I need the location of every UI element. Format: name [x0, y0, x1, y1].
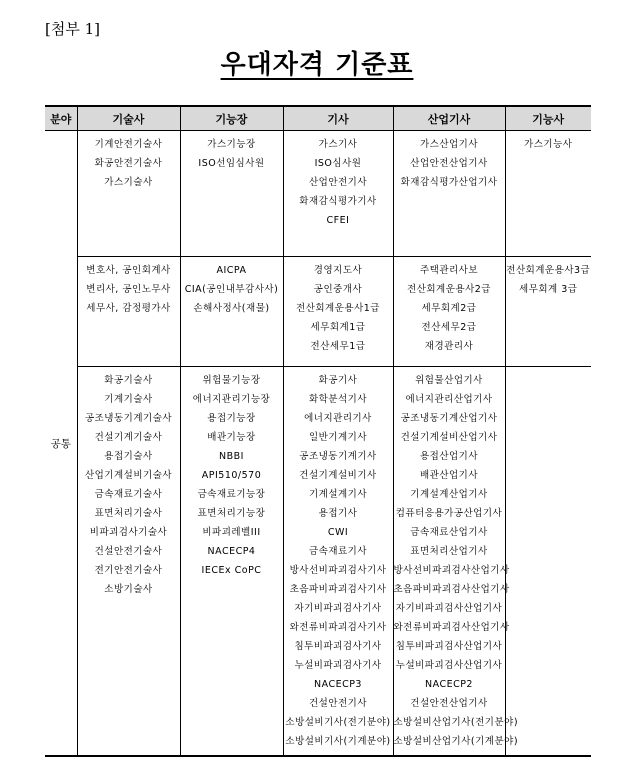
qualification-item: 에너지관리산업기사	[405, 394, 493, 405]
qualification-item: 전산회계운용사2급	[407, 284, 491, 295]
qualification-item: 공조냉동기계기술사	[84, 413, 173, 424]
qualification-cell	[393, 131, 505, 257]
qualification-item: 건설기계설비산업기사	[400, 432, 498, 443]
qualification-item: 손해사정사(재물)	[193, 303, 270, 314]
qualification-item: 초음파비파괴검사산업기사	[393, 584, 510, 595]
qualification-item: 전산회계운용사1급	[296, 303, 380, 314]
qualification-item: 용접기사	[318, 508, 358, 519]
qualification-cell	[505, 257, 591, 367]
qualification-item: 산업안전기사	[308, 177, 368, 188]
qualification-item: CIA(공인내부감사사)	[184, 284, 279, 295]
qualification-item: 배관기능장	[207, 432, 256, 443]
qualification-item: IECEx CoPC	[201, 565, 262, 576]
qualification-item: 에너지관리기능장	[192, 394, 271, 405]
qualification-item: 변리사, 공인노무사	[86, 284, 171, 295]
qualification-item: 소방설비기사(전기분야)	[285, 717, 391, 728]
qualification-item: 컴퓨터응용가공산업기사	[395, 508, 503, 519]
qualification-item: 전기안전기술사	[94, 565, 163, 576]
qualification-item: 화공기사	[318, 375, 358, 386]
qualification-item: 방사선비파괴검사산업기사	[393, 565, 510, 576]
qualification-cell	[283, 367, 393, 757]
qualification-item: 변호사, 공인회계사	[86, 265, 171, 276]
qualification-item: 표면처리기능장	[197, 508, 266, 519]
qualification-item: 기계설계산업기사	[410, 489, 488, 500]
qualification-item: CWI	[327, 527, 349, 538]
qualification-cell	[180, 367, 283, 757]
qualification-item: 침투비파괴검사산업기사	[395, 641, 503, 652]
qualification-item: 자기비파괴검사산업기사	[395, 603, 503, 614]
qualification-item: 위험물기능장	[202, 375, 261, 386]
qualification-item: 공조냉동기계기사	[299, 451, 377, 462]
qualification-item: 화학분석기사	[308, 394, 368, 405]
qualification-item: 세무회계1급	[310, 322, 366, 333]
qualification-item: API510/570	[201, 470, 262, 481]
qualification-cell	[77, 131, 180, 257]
qualification-cell	[77, 257, 180, 367]
qualification-item: 화공안전기술사	[94, 158, 163, 169]
qualification-item: 전산세무2급	[421, 322, 477, 333]
qualification-item: 누설비파괴검사기사	[294, 660, 382, 671]
qualification-item: 세무회계2급	[421, 303, 477, 314]
qualification-item: NACECP3	[314, 679, 362, 690]
qualification-item: 금속재료기능장	[197, 489, 266, 500]
qualification-item: 전산회계운용사3급	[506, 265, 591, 276]
qualification-item: 세무회계 3급	[519, 284, 578, 295]
qualification-cell	[393, 367, 519, 757]
qualification-item: ISO심사원	[314, 158, 362, 169]
qualification-item: 산업기계설비기술사	[84, 470, 173, 481]
header-engineer: 기사	[283, 106, 393, 131]
qualification-cell	[283, 257, 393, 367]
qualification-item: NBBI	[219, 451, 244, 462]
qualification-cell	[77, 367, 180, 757]
qualification-item: 건설안전기사	[308, 698, 368, 709]
qualification-item: 화재감식평가기사	[299, 196, 377, 207]
header-master-craftsman: 기능장	[180, 106, 283, 131]
qualification-item: 세무사, 감정평가사	[86, 303, 171, 314]
qualification-cell	[505, 367, 591, 757]
header-craftsman: 기능사	[505, 106, 591, 131]
qualification-item: 방사선비파괴검사기사	[289, 565, 387, 576]
qualification-item: 가스산업기사	[419, 139, 479, 150]
document-title-text: 우대자격 기준표	[220, 50, 414, 80]
qualification-item: 가스기술사	[104, 177, 153, 188]
qualification-item: 가스기능장	[207, 139, 256, 150]
document-title	[0, 44, 634, 81]
qualification-item: 소방설비산업기사(전기분야)	[393, 717, 519, 728]
qualification-item: 위험물산업기사	[415, 375, 483, 386]
qualification-item: 금속재료기술사	[94, 489, 163, 500]
qualification-cell	[180, 131, 283, 257]
attachment-label: [첨부 1]	[45, 20, 100, 38]
header-industrial-engineer: 산업기사	[393, 106, 505, 131]
qualification-item: 표면처리산업기사	[410, 546, 488, 557]
qualification-item: 산업안전산업기사	[410, 158, 488, 169]
header-field: 분야	[45, 106, 77, 131]
table-header-row	[45, 106, 591, 131]
qualification-cell	[393, 257, 505, 367]
qualification-item: 용접기능장	[207, 413, 256, 424]
qualification-item: CFEI	[326, 215, 350, 226]
qualification-item: 비파괴레벨III	[202, 527, 261, 538]
qualification-item: 가스기능사	[524, 139, 573, 150]
qualification-item: 금속재료산업기사	[410, 527, 488, 538]
qualification-item: NACECP4	[207, 546, 256, 557]
qualification-item: 건설기계기술사	[94, 432, 163, 443]
qualification-item: 기계설계기사	[308, 489, 368, 500]
qualification-item: 용접산업기사	[419, 451, 479, 462]
qualification-item: 침투비파괴검사기사	[294, 641, 382, 652]
qualification-item: 비파괴검사기술사	[89, 527, 168, 538]
table-row	[45, 257, 591, 367]
qualification-item: 표면처리기술사	[94, 508, 163, 519]
qualification-item: 주택관리사보	[419, 265, 479, 276]
qualification-item: 와전류비파괴검사산업기사	[393, 622, 510, 633]
qualification-item: 와전류비파괴검사기사	[289, 622, 387, 633]
qualification-item: 기계안전기술사	[94, 139, 163, 150]
qualification-item: 소방설비기사(기계분야)	[285, 736, 391, 747]
header-professional-engineer: 기술사	[77, 106, 180, 131]
qualification-table	[45, 105, 591, 757]
category-cell: 공통	[45, 131, 77, 757]
qualification-item: 일반기계기사	[308, 432, 368, 443]
qualification-item: 화재감식평가산업기사	[400, 177, 498, 188]
qualification-item: 전산세무1급	[310, 341, 366, 352]
qualification-item: 소방기술사	[104, 584, 153, 595]
table-row	[45, 131, 591, 257]
qualification-item: 금속재료기사	[308, 546, 368, 557]
qualification-item: 에너지관리기사	[304, 413, 372, 424]
qualification-cell	[283, 131, 393, 257]
qualification-item: 소방설비산업기사(기계분야)	[393, 736, 519, 747]
qualification-item: 가스기사	[318, 139, 358, 150]
qualification-item: 공조냉동기계산업기사	[400, 413, 498, 424]
qualification-item: NACECP2	[425, 679, 473, 690]
qualification-item: 건설안전기술사	[94, 546, 163, 557]
qualification-item: 자기비파괴검사기사	[294, 603, 382, 614]
qualification-item: 건설안전산업기사	[410, 698, 488, 709]
qualification-cell	[180, 257, 283, 367]
qualification-item: 경영지도사	[313, 265, 363, 276]
qualification-item: ISO선임심사원	[198, 158, 265, 169]
qualification-item: 배관산업기사	[419, 470, 479, 481]
qualification-item: 누설비파괴검사산업기사	[395, 660, 503, 671]
qualification-item: 기계기술사	[104, 394, 153, 405]
qualification-item: 화공기술사	[104, 375, 153, 386]
qualification-item: AICPA	[216, 265, 247, 276]
qualification-item: 건설기계설비기사	[299, 470, 377, 481]
qualification-item: 용접기술사	[104, 451, 153, 462]
qualification-item: 공인중개사	[313, 284, 363, 295]
table-row	[45, 367, 591, 757]
qualification-item: 재경관리사	[424, 341, 474, 352]
qualification-cell	[505, 131, 591, 257]
qualification-item: 초음파비파괴검사기사	[289, 584, 387, 595]
